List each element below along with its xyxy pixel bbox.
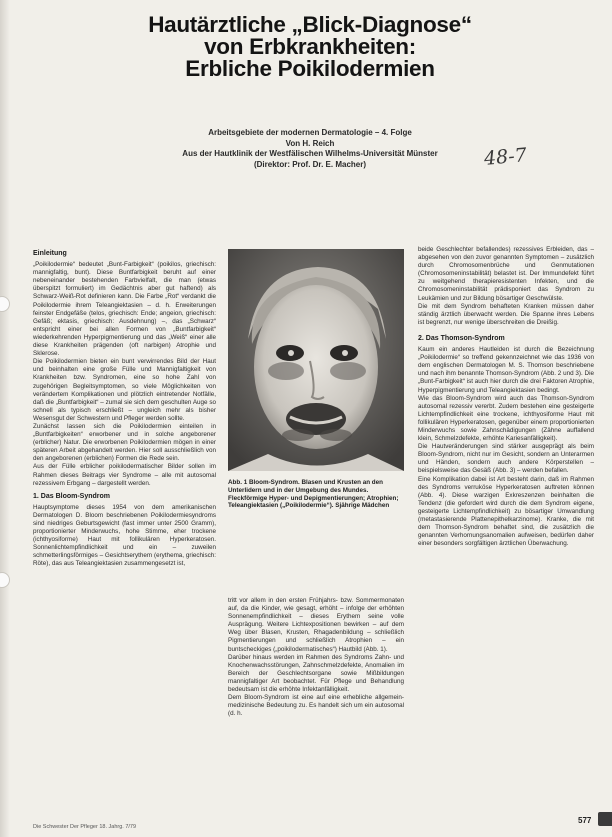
article-meta [110,128,510,170]
page-edge-tab [598,812,612,826]
paragraph: Wie das Bloom-Syndrom wird auch das Thomson-Syndrom autosomal rezessiv vererbt. Zudem bestehen eine gesteigerte Lichtempfindlichkeit eine trockene, ichthyosiforme Haut mit follikulären Hyperkeratosen, gegenüber einem proportionierten Minderwuchs sowie Zahnschädigungen (Zähne auffallend klein, Schmelzdefekte, erhöhte Kariesanfälligkeit). [418,394,594,443]
paragraph: Die Hautveränderungen sind stärker ausgeprägt als beim Bloom-Syndrom, nicht nur im Gesicht, sondern an Unterarmen und Händen, sondern auch andere Körperstellen – beispielsweise das Gesäß (Abb. 3) – werden befallen. [418,443,594,475]
text-column-left [33,248,216,569]
journal-footer: Die Schwester Der Pfleger 18. Jahrg. 7/79 [33,824,137,830]
paragraph: Dem Bloom-Syndrom ist eine auf eine erhebliche allgemein-medizinische Bedeutung zu. Es handelt sich um ein autosomal (d. h. [228,694,404,718]
paragraph: Die mit dem Syndrom behafteten Kranken müssen daher ständig ärztlich überwacht werden. Die Spanne ihres Lebens ist begrenzt, nur wenige überschreiten die Dreißig. [418,302,594,326]
child-portrait-illustration [228,249,404,471]
paragraph: Darüber hinaus werden im Rahmen des Syndroms Zahn- und Knochenwachsstörungen, Zahnschmelzdefekte, Anomalien im Bereich der Geschlechtsorgane sowie Mißbildungen mannigfaltiger Art beobachtet. Für Pflege und Behandlung bedeutsam ist die erhöhte Infektanfälligkeit. [228,653,404,694]
title-line: Hautärztliche „Blick-Diagnose“ [148,12,472,37]
author-line: Von H. Reich [285,138,335,148]
figure-caption: Abb. 1 Bloom-Syndrom. Blasen und Krusten an den Unterlidern und in der Umgebung des Mundes. Fleckförmige Hyper- und Depigmentierungen; Atrophien; Teleangiektasien („Poikilodermie“). Sjährige Mädchen [228,479,399,510]
affiliation-line: Aus der Hautklinik der Westfälischen Wilhelms-Universität Münster [182,149,438,158]
text-column-middle [228,597,404,718]
section-heading-bloom: 1. Das Bloom-Syndrom [33,492,111,500]
section-heading-thomson: 2. Das Thomson-Syndrom [418,334,505,342]
paragraph: Die Poikilodermien bieten ein bunt verwirrendes Bild der Haut und beinhalten eine große Fülle und Mannigfaltigkeit von Krankheiten bzw. Syndromen, eine so hohe Zahl von zugehörigen Begleitsymptomen, so viele Möglichkeiten von verändertem Komplikationen und plötzlich eintretender Notfälle, daß die „Buntfarbigkeit“ – zumal sie sich dem geschulten Auge so schnell als typisch erschließt – ungleich mehr als bisher Wesensgut der Schwestern und Pfleger werden sollte. [33,358,216,422]
title-line: von Erbkrankheiten: [204,34,416,59]
series-line: Arbeitsgebiete der modernen Dermatologie – 4. Folge [208,128,412,137]
text-column-right [418,246,594,548]
paragraph: Zunächst lassen sich die Poikilodermien einteilen in „Buntfarbigkeiten“ erworbener und in solche angeborener (erblicher) Natur. Die erworbenen Poikilodermien mögen in einer späteren Arbeit abgehandelt werden. Hier soll ausschließlich von den angeborenen (erblichen) Formen die Rede sein. [33,422,216,463]
section-heading-intro: Einleitung [33,250,67,257]
paragraph: beide Geschlechter befallendes) rezessives Erbleiden, das – abgesehen von den zuvor genannten Symptomen – zusätzlich durch Chromosomenbrüche und Genmutationen (Chromosomeninstabilität) belastet ist. Der Immundefekt führt zu weitgehend therapieresistenten Infekten, und die Chromosomeninstabilität prädisponiert das Syndrom zu Leukämien und zur Bildung bösartiger Geschwülste. [418,246,594,302]
handwritten-annotation: 48-7 [483,144,528,170]
paragraph: Aus der Fülle erblicher poikilodermatischer Bilder sollen im Rahmen dieses Beitrags vier Syndrome – alle mit autosomal rezessivem Erbgang – dargestellt werden. [33,463,216,487]
article-title [60,14,560,80]
scan-edge-shadow [0,0,10,837]
paragraph: tritt vor allem in den ersten Frühjahrs- bzw. Sommermonaten auf, da die Kinder, wie gesagt, erhöht – infolge der erhöhten Sonnenempfindlichkeit – dieses Erythem seine volle Ausprägung. Weitere Lichtexpositionen bewirken – auf dem Weg über Blasen, Krusten, Rhagadenbildung – schließlich Pigmentierungen und schließlich Atrophien – ein buntscheckiges („poikilodermatisches“) Hautbild (Abb. 1). [228,597,404,653]
paragraph: „Poikilodermie“ bedeutet „Bunt-Farbigkeit“ (poikilos, griechisch: mannigfaltig, bunt). Diese Buntfarbigkeit beruht auf einer nebeneinander bestehenden Farbvielfalt, die man (etwas überspitzt formuliert) im Gedächtnis aber gut haftend) als Schwarz-Weiß-Rot definieren kann. Die Farbe „Rot“ verdankt die Poikilodermie ihrem Teleangiektasien – d. h. Erweiterungen feinster Endgefäße (telos, griechisch: Ende; angeion, griechisch: Gefäß; ektasis, griechisch: Ausdehnung) –, das „Schwarz“ entspricht einer bei allen Formen von „Buntfarbigkeit“ wiederkehrenden Hyperpigmentierung und das „Weiß“ einer alle diese Krankheiten prägenden (oft narbigen) Atrophie und Sklerose. [33,261,216,358]
title-line: Erbliche Poikilodermien [185,56,435,81]
director-line: (Direktor: Prof. Dr. E. Macher) [253,159,367,169]
figure-photo-child [228,249,404,471]
page-number: 577 [578,816,592,825]
paragraph: Hauptsymptome dieses 1954 von dem amerikanischen Dermatologen D. Bloom beschriebenen Poikilodermiesyndroms sind niedriges Geburtsgewicht (fast immer unter 2500 Gramm), proportionierter Minderwuchs, hohe Stimme, eher trockene (ichthyosiforme) Haut mit follikulären Hyperkeratosen. Sonnenlichtempfindlichkeit und ein – zuweilen schmetterlingsförmiges – Gesichtserythem (erythema, griechisch: Röte), das aus Teleangiektasien zusammengesetzt ist, [33,503,216,568]
paragraph: Eine Komplikation dabei ist Art besteht darin, daß im Rahmen des Syndroms verruköse Hyperkeratosen auftreten können (Abb. 4). Diese warzigen Exkreszenzen beinhalten die Tendenz (die gefordert wird durch die dem Syndrom eigene, gesteigerte Lichtempfindlichkeit) zu bösartiger Umwandlung (metastasierende Plattenepithelkarzinome). Kranke, die mit dem Thomson-Syndrom behaftet sind, die zusätzlich die genannten Verhornungsanomalien aufweisen, bedürfen daher einer besonders sorgfältigen ärztlichen Überwachung. [418,475,594,548]
paragraph: Kaum ein anderes Hautleiden ist durch die Bezeichnung „Poikilodermie“ so treffend gekennzeichnet wie das 1936 von dem englischen Dermatologen M. S. Thomson beschriebene und nach ihm benannte Thomson-Syndrom (Abb. 2 und 3). Die „Bunt-Farbigkeit“ ist auch hier durch die drei Faktoren Atrophie, Hyperpigmentierung und Teleangiektasien bedingt. [418,346,594,394]
